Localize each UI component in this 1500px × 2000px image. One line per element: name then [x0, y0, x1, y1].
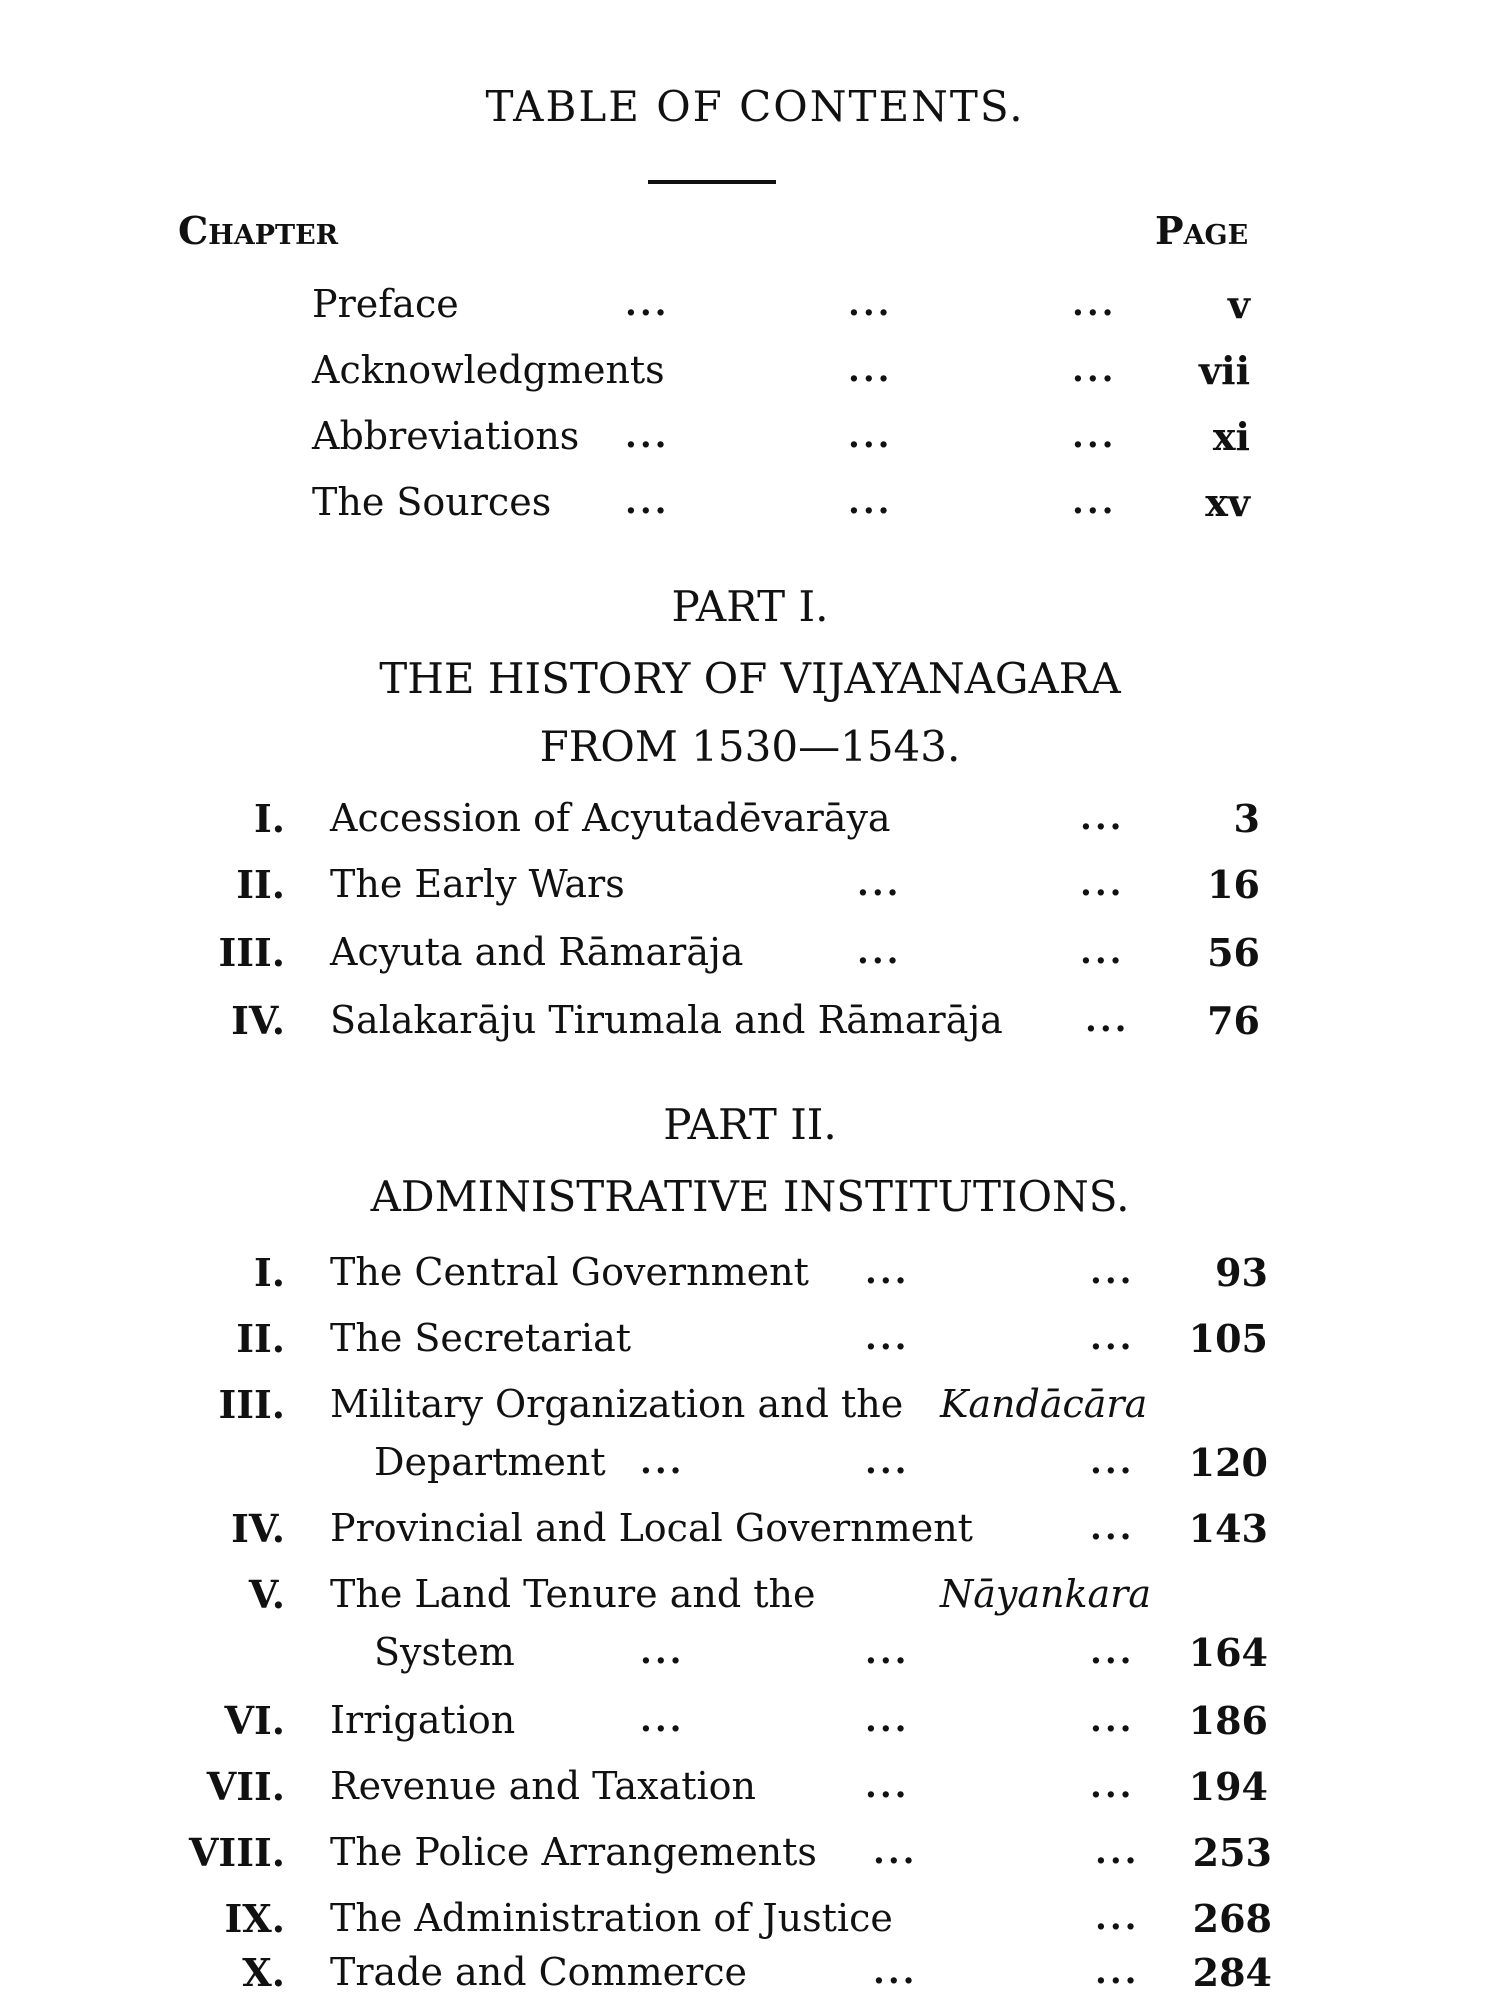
- entry-label-continued: System: [374, 1630, 515, 1674]
- leader-dots: ...: [625, 284, 670, 324]
- leader-dots: ...: [865, 1318, 910, 1358]
- leader-dots: ...: [1090, 1252, 1135, 1292]
- entry-page: xv: [1205, 480, 1250, 525]
- leader-dots: ...: [865, 1700, 910, 1740]
- entry-label: Abbreviations: [312, 414, 580, 458]
- part-2-title: ADMINISTRATIVE INSTITUTIONS.: [370, 1172, 1130, 1221]
- leader-dots: ...: [848, 284, 893, 324]
- entry-page: 186: [1188, 1698, 1268, 1743]
- entry-page: 120: [1188, 1440, 1268, 1485]
- entry-label-italic: Nāyankara: [940, 1572, 1152, 1616]
- entry-page: 93: [1215, 1250, 1268, 1295]
- entry-page: vii: [1199, 348, 1250, 393]
- entry-label: Acknowledgments: [312, 348, 665, 392]
- title-rule: [648, 180, 776, 184]
- entry-page: 143: [1188, 1506, 1268, 1551]
- entry-label: The Police Arrangements: [330, 1830, 817, 1874]
- chapter-number: I.: [253, 1250, 285, 1295]
- leader-dots: ...: [848, 416, 893, 456]
- leader-dots: ...: [625, 482, 670, 522]
- leader-dots: ...: [848, 350, 893, 390]
- leader-dots: ...: [873, 1952, 918, 1992]
- chapter-number: X.: [242, 1950, 285, 1995]
- entry-label: Trade and Commerce: [330, 1950, 748, 1994]
- leader-dots: ...: [640, 1700, 685, 1740]
- entry-label: The Secretariat: [330, 1316, 632, 1360]
- leader-dots: ...: [640, 1442, 685, 1482]
- entry-label-italic: Kandācāra: [940, 1382, 1148, 1426]
- chapter-number: IX.: [224, 1896, 285, 1941]
- entry-label-continued: Department: [374, 1440, 606, 1484]
- entry-label: The Central Government: [330, 1250, 809, 1294]
- entry-label: Provincial and Local Government: [330, 1506, 973, 1550]
- chapter-number: VI.: [224, 1698, 285, 1743]
- leader-dots: ...: [1080, 864, 1125, 904]
- chapter-number: III.: [218, 1382, 285, 1427]
- entry-page: 194: [1188, 1764, 1268, 1809]
- leader-dots: ...: [1080, 798, 1125, 838]
- entry-page: v: [1227, 282, 1250, 327]
- entry-page: 56: [1207, 930, 1260, 975]
- entry-page: 284: [1192, 1950, 1272, 1995]
- leader-dots: ...: [1090, 1632, 1135, 1672]
- leader-dots: ...: [1090, 1318, 1135, 1358]
- entry-label: The Land Tenure and the: [330, 1572, 816, 1616]
- leader-dots: ...: [1072, 350, 1117, 390]
- leader-dots: ...: [625, 416, 670, 456]
- chapter-column-header: Chapter: [178, 208, 339, 253]
- chapter-number: II.: [236, 862, 285, 907]
- entry-label: Accession of Acyutadēvarāya: [330, 796, 891, 840]
- leader-dots: ...: [1085, 1000, 1130, 1040]
- leader-dots: ...: [857, 864, 902, 904]
- toc-entry-abbreviations[interactable]: [0, 414, 1500, 474]
- leader-dots: ...: [865, 1442, 910, 1482]
- part-2-heading: PART II.: [663, 1100, 837, 1149]
- leader-dots: ...: [1090, 1442, 1135, 1482]
- entry-page: 16: [1207, 862, 1260, 907]
- leader-dots: ...: [1095, 1832, 1140, 1872]
- leader-dots: ...: [1080, 932, 1125, 972]
- toc-entry-preface[interactable]: [0, 282, 1500, 342]
- entry-label: Military Organization and the: [330, 1382, 904, 1426]
- leader-dots: ...: [865, 1632, 910, 1672]
- chapter-number: V.: [248, 1572, 285, 1617]
- entry-label: Irrigation: [330, 1698, 516, 1742]
- leader-dots: ...: [1072, 416, 1117, 456]
- chapter-number: IV.: [231, 1506, 285, 1551]
- entry-label: Acyuta and Rāmarāja: [330, 930, 744, 974]
- entry-page: 268: [1192, 1896, 1272, 1941]
- leader-dots: ...: [1090, 1700, 1135, 1740]
- leader-dots: ...: [1090, 1508, 1135, 1548]
- page-column-header: Page: [1155, 208, 1249, 253]
- entry-page: 76: [1207, 998, 1260, 1043]
- entry-label: The Administration of Justice: [330, 1896, 893, 1940]
- leader-dots: ...: [848, 482, 893, 522]
- entry-label: The Sources: [312, 480, 552, 524]
- leader-dots: ...: [1072, 482, 1117, 522]
- entry-label: The Early Wars: [330, 862, 625, 906]
- leader-dots: ...: [1090, 1766, 1135, 1806]
- leader-dots: ...: [1095, 1898, 1140, 1938]
- part-1-subtitle: FROM 1530—1543.: [539, 722, 961, 771]
- part-1-title: THE HISTORY OF VIJAYANAGARA: [379, 654, 1121, 703]
- leader-dots: ...: [1072, 284, 1117, 324]
- entry-label: Preface: [312, 282, 459, 326]
- entry-label: Salakarāju Tirumala and Rāmarāja: [330, 998, 1003, 1042]
- entry-page: 3: [1233, 796, 1260, 841]
- entry-page: xi: [1212, 414, 1250, 459]
- leader-dots: ...: [640, 1632, 685, 1672]
- leader-dots: ...: [873, 1832, 918, 1872]
- entry-label: Revenue and Taxation: [330, 1764, 757, 1808]
- entry-page: 105: [1188, 1316, 1268, 1361]
- chapter-number: IV.: [231, 998, 285, 1043]
- chapter-number: III.: [218, 930, 285, 975]
- entry-page: 253: [1192, 1830, 1272, 1875]
- toc-entry-acknowledgments[interactable]: [0, 348, 1500, 408]
- leader-dots: ...: [1095, 1952, 1140, 1992]
- leader-dots: ...: [865, 1252, 910, 1292]
- leader-dots: ...: [857, 932, 902, 972]
- chapter-number: VIII.: [188, 1830, 285, 1875]
- chapter-number: II.: [236, 1316, 285, 1361]
- chapter-number: VII.: [206, 1764, 285, 1809]
- part-1-heading: PART I.: [671, 582, 829, 631]
- leader-dots: ...: [865, 1766, 910, 1806]
- page-title: TABLE OF CONTENTS.: [485, 82, 1025, 131]
- chapter-number: I.: [253, 796, 285, 841]
- toc-entry-sources[interactable]: [0, 480, 1500, 540]
- entry-page: 164: [1188, 1630, 1268, 1675]
